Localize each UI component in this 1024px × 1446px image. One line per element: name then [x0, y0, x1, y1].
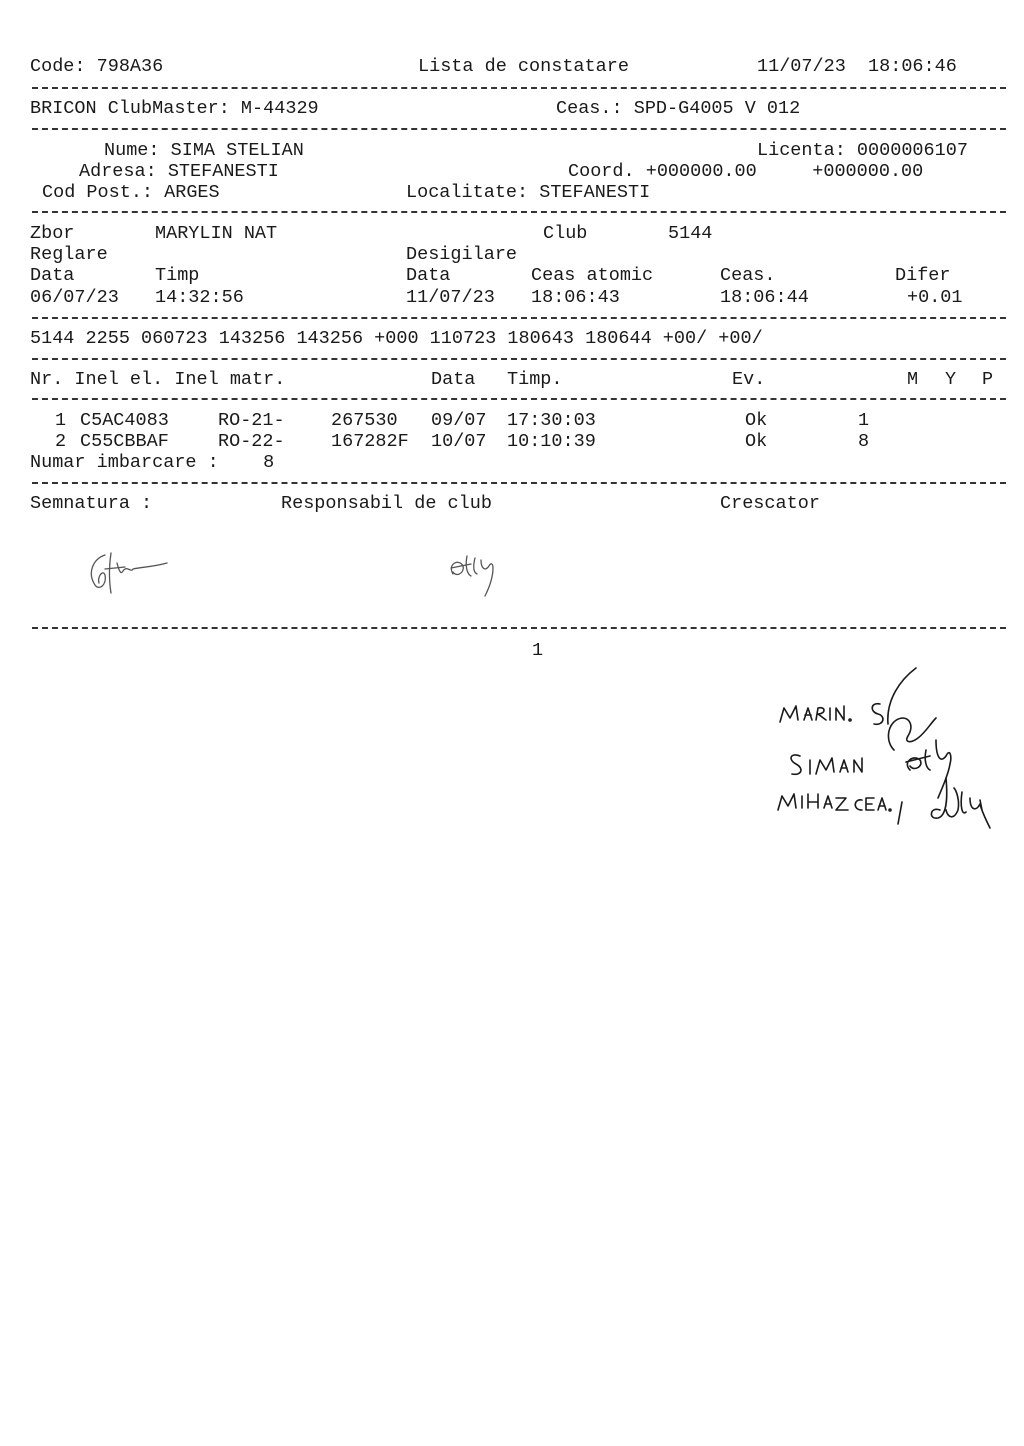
- document-title: Lista de constatare: [418, 56, 629, 77]
- m-value: 1: [858, 410, 870, 431]
- arrival-date: 10/07: [431, 431, 487, 452]
- club-number: 5144: [668, 223, 713, 244]
- m-value: 8: [858, 431, 870, 452]
- signature-label: Semnatura :: [30, 493, 153, 514]
- divider: [32, 398, 1006, 400]
- ring-number: 267530: [331, 410, 398, 431]
- difference-value: +0.01: [907, 287, 963, 308]
- document-code: Code: 798A36: [30, 56, 164, 77]
- ring-number: 167282F: [331, 431, 409, 452]
- difference-label: Difer: [895, 265, 951, 286]
- divider: [32, 87, 1006, 89]
- desig-date: 11/07/23: [406, 287, 495, 308]
- boarding-count: Numar imbarcare : 8: [30, 452, 275, 473]
- col-header-m: M: [907, 369, 919, 390]
- breeder-label: Crescator: [720, 493, 820, 514]
- col-header-date: Data: [431, 369, 476, 390]
- flight-label: Zbor: [30, 223, 75, 244]
- signature-responsible-image: [445, 548, 505, 600]
- event-status: Ok: [745, 431, 768, 452]
- divider: [32, 317, 1006, 319]
- arrival-time: 10:10:39: [507, 431, 596, 452]
- owner-address: Adresa: STEFANESTI: [79, 161, 279, 182]
- document-datetime: 11/07/23 18:06:46: [757, 56, 957, 77]
- clock-code-line: 5144 2255 060723 143256 143256 +000 110723 180643 180644 +00/ +00/: [30, 328, 763, 349]
- ring-electronic: C55CBBAF: [80, 431, 169, 452]
- col-header-rings: Nr. Inel el. Inel matr.: [30, 369, 286, 390]
- owner-license: Licenta: 0000006107: [757, 140, 968, 161]
- col-header-p: P: [982, 369, 994, 390]
- divider: [32, 627, 1006, 629]
- reglare-time-label: Timp: [155, 265, 200, 286]
- ring-prefix: RO-22-: [218, 431, 285, 452]
- desig-date-label: Data: [406, 265, 451, 286]
- atomic-clock-time: 18:06:43: [531, 287, 620, 308]
- clock-time: 18:06:44: [720, 287, 809, 308]
- page-number: 1: [532, 640, 544, 661]
- desigilare-label: Desigilare: [406, 244, 518, 265]
- flight-name: MARYLIN NAT: [155, 223, 278, 244]
- reglare-time: 14:32:56: [155, 287, 244, 308]
- clock-label: Ceas.: [720, 265, 776, 286]
- reglare-date: 06/07/23: [30, 287, 119, 308]
- owner-locality: Localitate: STEFANESTI: [406, 182, 651, 203]
- clock-model: Ceas.: SPD-G4005 V 012: [556, 98, 801, 119]
- owner-coords: Coord. +000000.00 +000000.00: [568, 161, 924, 182]
- row-number: 1: [55, 410, 67, 431]
- divider: [32, 358, 1006, 360]
- owner-postal-code: Cod Post.: ARGES: [42, 182, 220, 203]
- ring-electronic: C5AC4083: [80, 410, 169, 431]
- club-master: BRICON ClubMaster: M-44329: [30, 98, 319, 119]
- col-header-ev: Ev.: [732, 369, 766, 390]
- reglare-date-label: Data: [30, 265, 75, 286]
- atomic-clock-label: Ceas atomic: [531, 265, 654, 286]
- arrival-time: 17:30:03: [507, 410, 596, 431]
- owner-name: Nume: SIMA STELIAN: [104, 140, 304, 161]
- divider: [32, 211, 1006, 213]
- col-header-y: Y: [945, 369, 957, 390]
- row-number: 2: [55, 431, 67, 452]
- event-status: Ok: [745, 410, 768, 431]
- handwritten-annotations: [770, 660, 1020, 840]
- col-header-time: Timp.: [507, 369, 563, 390]
- arrival-date: 09/07: [431, 410, 487, 431]
- divider: [32, 482, 1006, 484]
- divider: [32, 128, 1006, 130]
- ring-prefix: RO-21-: [218, 410, 285, 431]
- club-responsible-label: Responsabil de club: [281, 493, 492, 514]
- reglare-label: Reglare: [30, 244, 108, 265]
- signature-owner-image: [85, 545, 180, 600]
- club-label: Club: [543, 223, 588, 244]
